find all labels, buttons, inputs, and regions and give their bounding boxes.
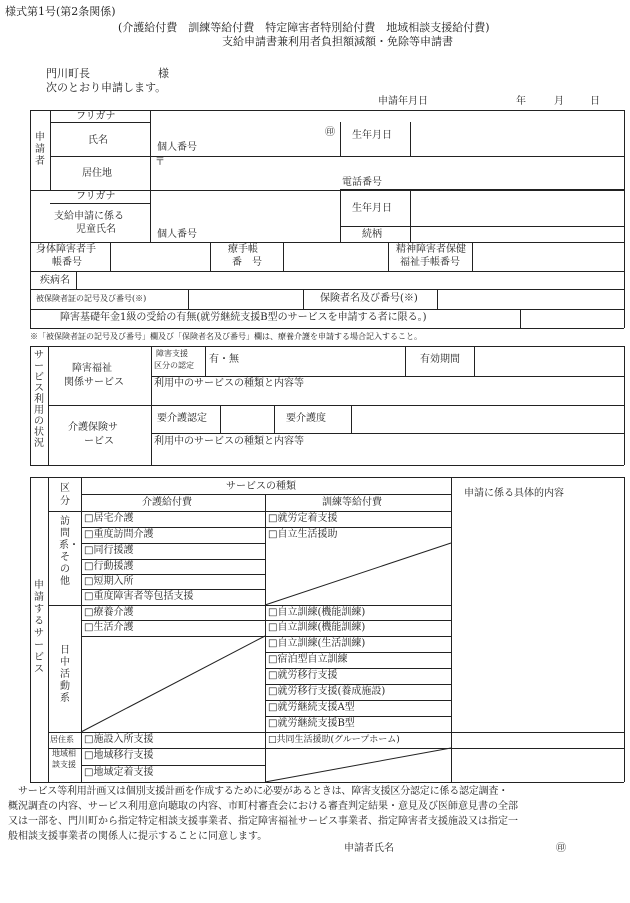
checkbox-employment-transition-training[interactable]: □就労移行支援(養成施設) xyxy=(268,686,386,697)
care-certification-label: 要介護認定 xyxy=(157,413,207,424)
request-section-label: 申請するサービス xyxy=(34,580,44,675)
checkbox-accompanying-support[interactable]: □同行援護 xyxy=(84,545,134,556)
care-level-label: 要介護度 xyxy=(286,413,326,424)
checkbox-employment-retention[interactable]: □就労定着支援 xyxy=(268,513,338,524)
date-month: 月 xyxy=(554,96,564,107)
date-year: 年 xyxy=(516,96,526,107)
valid-period-label: 有効期間 xyxy=(420,354,460,365)
consent-line-4: 般相談支援事業者の関係人に提示することに同意します。 xyxy=(8,831,268,842)
checkbox-independent-living-assist[interactable]: □自立生活援助 xyxy=(268,529,338,540)
checkbox-community-settlement[interactable]: □地域定着支援 xyxy=(84,767,154,778)
care-benefit-header: 介護給付費 xyxy=(142,497,192,508)
category-header: 区分 xyxy=(60,483,70,507)
checkbox-home-care[interactable]: □居宅介護 xyxy=(84,513,134,524)
child-name-label-line2: 児童氏名 xyxy=(76,224,116,235)
consent-line-3: 又は一部を、門川町から指定特定相談支援事業者、指定障害福祉サービス事業者、指定障害者支援施設又は指定一 xyxy=(8,816,518,827)
date-day: 日 xyxy=(590,96,600,107)
service-status-section-label: サービス利用の状況 xyxy=(34,350,44,449)
service-types-header: サービスの種類 xyxy=(226,481,296,492)
checkbox-continued-employment-b[interactable]: □就労継続支援B型 xyxy=(268,718,355,729)
insurer-label: 保険者名及び番号(※) xyxy=(320,293,418,304)
checkbox-employment-transition[interactable]: □就労移行支援 xyxy=(268,670,338,681)
signature-seal-mark: ㊞ xyxy=(556,843,566,854)
checkbox-severe-visit-care[interactable]: □重度訪問介護 xyxy=(84,529,154,540)
support-category-label-1: 障害支援 xyxy=(156,349,188,358)
applicant-signature-label: 申請者氏名 xyxy=(344,843,394,854)
community-category-label: 地域相談支援 xyxy=(52,749,76,769)
yes-no-selector[interactable]: 有・無 xyxy=(209,354,239,365)
checkbox-group-home[interactable]: □共同生活援助(グループホーム) xyxy=(268,735,400,745)
checkbox-continued-employment-a[interactable]: □就労継続支援A型 xyxy=(268,702,355,713)
insurance-note: ※「被保険者証の記号及び番号」欄及び「保険者名及び番号」欄は、療養介護を申請する場合記入すること。 xyxy=(30,332,422,341)
care-in-use-label: 利用中のサービスの種類と内容等 xyxy=(154,436,304,447)
training-benefit-header: 訓練等給付費 xyxy=(322,497,382,508)
applicant-address-label: 居住地 xyxy=(82,168,112,179)
checkbox-comprehensive-support[interactable]: □重度障害者等包括支援 xyxy=(84,591,194,602)
ryoiku-handbook-label-1: 療手帳 xyxy=(228,244,258,255)
specific-content-header: 申請に係る具体的内容 xyxy=(464,488,564,499)
child-relationship-label: 続柄 xyxy=(362,229,382,240)
checkbox-community-transition[interactable]: □地域移行支援 xyxy=(84,750,154,761)
care-insurance-label-2: ービス xyxy=(84,436,114,447)
honorific: 様 xyxy=(158,67,169,80)
care-insurance-label-1: 介護保険サ xyxy=(68,422,118,433)
checkbox-life-care[interactable]: □生活介護 xyxy=(84,622,134,633)
checkbox-medical-care[interactable]: □療養介護 xyxy=(84,607,134,618)
child-name-label-line1: 支給申請に係る xyxy=(54,211,124,222)
applicant-personal-number-label: 個人番号 xyxy=(157,142,197,153)
visit-category-label: 訪問系・その他 xyxy=(59,516,79,587)
form-title-line1: (介護給付費 訓練等給付費 特定障害者特別給付費 地域相談支援給付費) xyxy=(118,21,490,34)
form-number: 様式第1号(第2条関係) xyxy=(5,5,116,18)
welfare-in-use-label: 利用中のサービスの種類と内容等 xyxy=(154,378,304,389)
disease-name-label: 疾病名 xyxy=(40,275,70,286)
physical-handbook-label-1: 身体障害者手 xyxy=(36,244,96,255)
support-category-label-2: 区分の認定 xyxy=(154,361,194,370)
mental-handbook-label-1: 精神障害者保健 xyxy=(396,244,466,255)
child-personal-number-label: 個人番号 xyxy=(157,229,197,240)
consent-line-2: 概況調査の内容、サービス利用意向聴取の内容、市町村審査会における審査判定結果・意見及び医師意見書の全部 xyxy=(8,801,518,812)
applicant-name-label: 氏名 xyxy=(88,135,108,146)
form-title-line2: 支給申請書兼利用者負担額減額・免除等申請書 xyxy=(222,35,453,48)
physical-handbook-label-2: 帳番号 xyxy=(52,257,82,268)
checkbox-life-training[interactable]: □自立訓練(生活訓練) xyxy=(268,638,366,649)
day-activity-category-label: 日中活動系 xyxy=(60,645,70,704)
checkbox-behavior-support[interactable]: □行動援護 xyxy=(84,561,134,572)
checkbox-function-training-2[interactable]: □自立訓練(機能訓練) xyxy=(268,622,366,633)
applicant-phone-label: 電話番号 xyxy=(342,177,382,188)
intro-text: 次のとおり申請します。 xyxy=(46,81,167,94)
checkbox-facility-admission[interactable]: □施設入所支援 xyxy=(84,734,154,745)
welfare-service-label-1: 障害福祉 xyxy=(72,363,112,374)
checkbox-residential-training[interactable]: □宿泊型自立訓練 xyxy=(268,654,348,665)
mental-handbook-label-2: 福祉手帳番号 xyxy=(400,257,460,268)
checkbox-function-training-1[interactable]: □自立訓練(機能訓練) xyxy=(268,607,366,618)
child-furigana-label: フリガナ xyxy=(76,191,116,202)
consent-line-1: サービス等利用計画又は個別支援計画を作成するために必要があるときは、障害支援区分認定に係る認定調査・ xyxy=(18,786,508,797)
checkbox-short-stay[interactable]: □短期入所 xyxy=(84,576,134,587)
ryoiku-handbook-label-2: 番 号 xyxy=(232,257,262,268)
insured-card-label: 被保険者証の記号及び番号(※) xyxy=(36,294,147,303)
residence-category-label: 居住系 xyxy=(50,735,74,744)
applicant-seal-mark: ㊞ xyxy=(325,127,335,138)
addressee: 門川町長 xyxy=(46,67,90,80)
applicant-section-label: 申請者 xyxy=(35,132,45,167)
welfare-service-label-2: 関係サービス xyxy=(64,377,124,388)
pension-question: 障害基礎年金1級の受給の有無(就労継続支援B型のサービスを申請する者に限る。) xyxy=(60,312,427,323)
applicant-birthdate-label: 生年月日 xyxy=(352,130,392,141)
application-date-label: 申請年月日 xyxy=(378,96,428,107)
postal-mark: 〒 xyxy=(155,157,165,168)
child-birthdate-label: 生年月日 xyxy=(352,203,392,214)
applicant-furigana-label: フリガナ xyxy=(76,111,116,122)
